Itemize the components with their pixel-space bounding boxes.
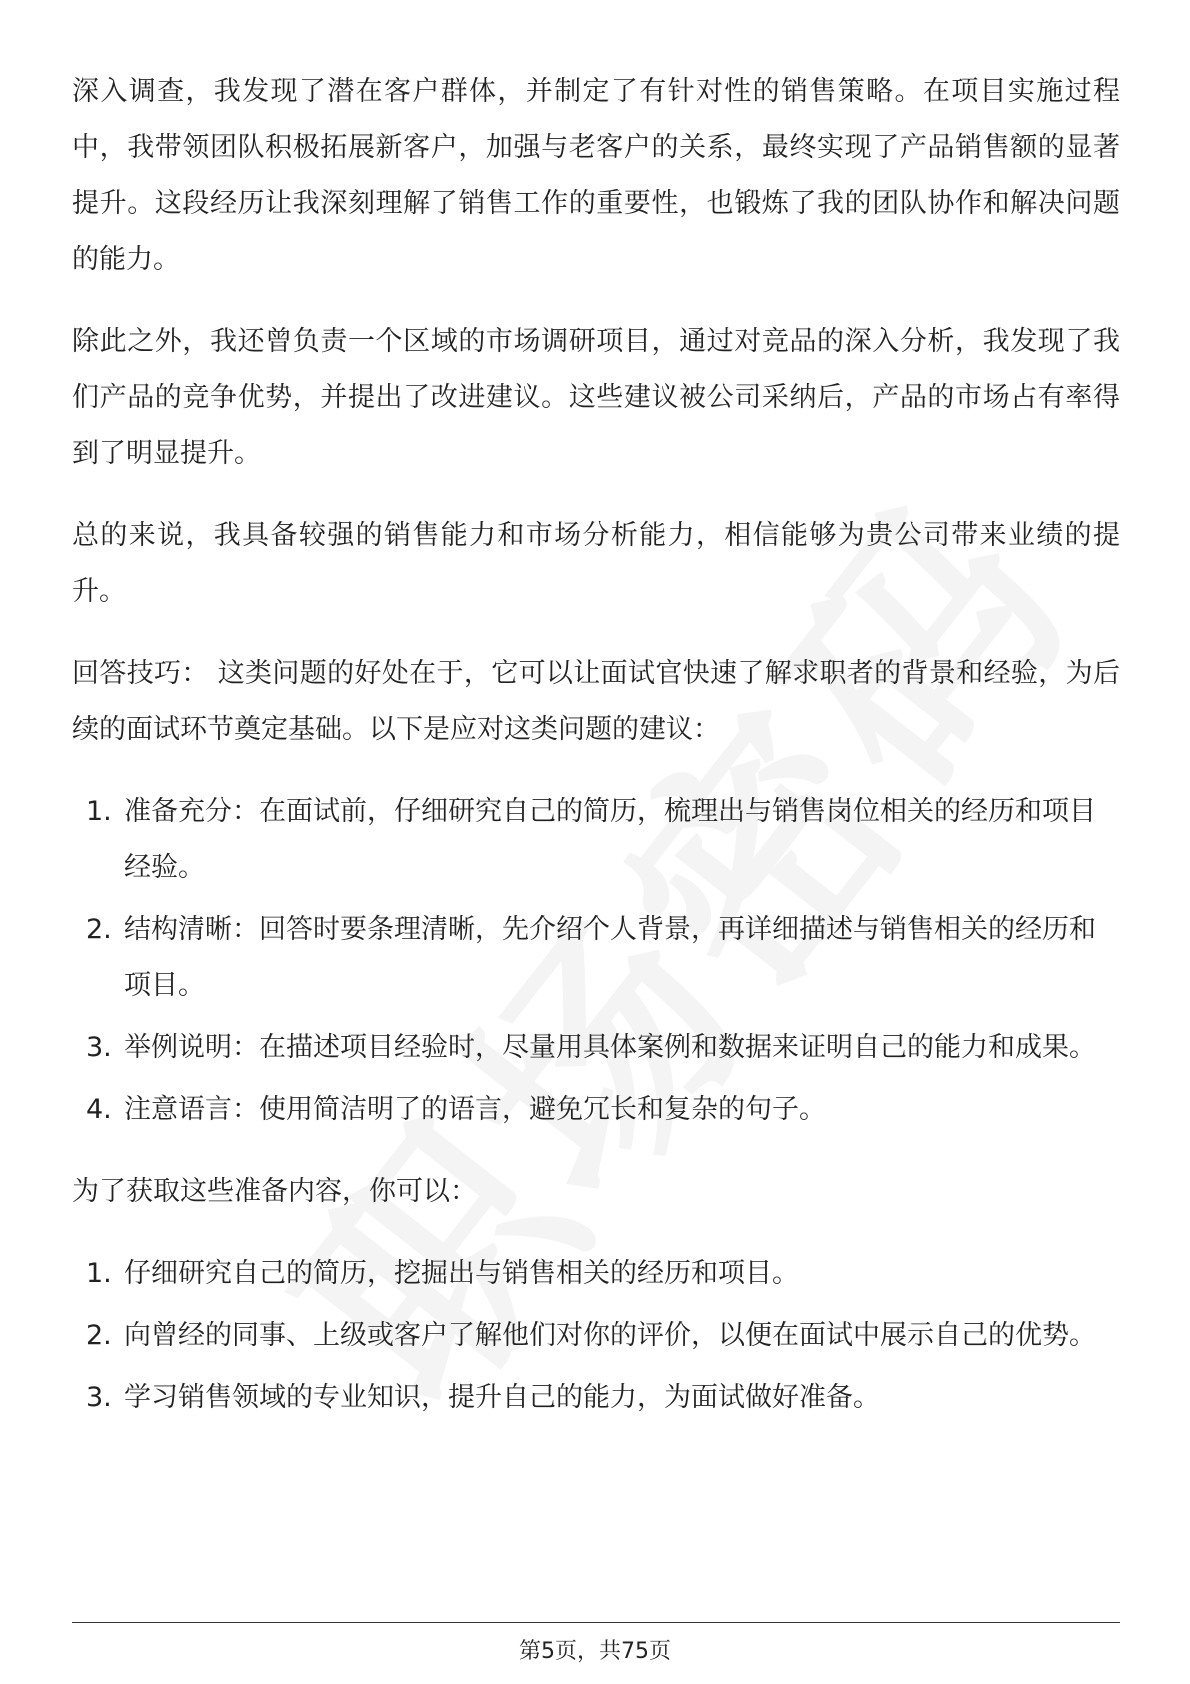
- list-item: [72, 1020, 1120, 1076]
- list-item-number: 2.: [86, 1320, 112, 1351]
- list-item: [72, 1308, 1120, 1364]
- list-item-number: 2.: [86, 914, 112, 945]
- list-item: [72, 1370, 1120, 1426]
- list-item: [72, 784, 1120, 896]
- list-item: [72, 1246, 1120, 1302]
- list-item-text: 仔细研究自己的简历，挖掘出与销售相关的经历和项目。: [124, 1258, 799, 1289]
- list-item-number: 3.: [86, 1382, 112, 1413]
- list-item-text: 举例说明：在描述项目经验时，尽量用具体案例和数据来证明自己的能力和成果。: [124, 1032, 1096, 1063]
- prep-list: [72, 1246, 1120, 1426]
- list-item-text: 准备充分：在面试前，仔细研究自己的简历，梳理出与销售岗位相关的经历和项目经验。: [124, 796, 1096, 883]
- paragraph-answer-tips: 回答技巧： 这类问题的好处在于，它可以让面试官快速了解求职者的背景和经验，为后续的面试环节奠定基础。以下是应对这类问题的建议：: [72, 658, 1120, 745]
- list-item-number: 3.: [86, 1032, 112, 1063]
- paragraph-summary: 总的来说，我具备较强的销售能力和市场分析能力，相信能够为贵公司带来业绩的提升。: [72, 520, 1120, 607]
- list-item-number: 4.: [86, 1094, 112, 1125]
- list-item-text: 向曾经的同事、上级或客户了解他们对你的评价，以便在面试中展示自己的优势。: [124, 1320, 1096, 1351]
- list-item-number: 1.: [86, 1258, 112, 1289]
- list-item: [72, 902, 1120, 1014]
- tips-list: [72, 784, 1120, 1138]
- paragraph-market-research: 除此之外，我还曾负责一个区域的市场调研项目，通过对竞品的深入分析，我发现了我们产品的竞争优势，并提出了改进建议。这些建议被公司采纳后，产品的市场占有率得到了明显提升。: [72, 326, 1120, 469]
- list-item-text: 注意语言：使用简洁明了的语言，避免冗长和复杂的句子。: [124, 1094, 826, 1125]
- list-item-text: 结构清晰：回答时要条理清晰，先介绍个人背景，再详细描述与销售相关的经历和项目。: [124, 914, 1096, 1001]
- list-item-number: 1.: [86, 796, 112, 827]
- list-item: [72, 1082, 1120, 1138]
- page-number: 第5页，共75页: [519, 1639, 671, 1664]
- paragraph-prep-intro: 为了获取这些准备内容，你可以：: [72, 1176, 477, 1207]
- page-content: [72, 64, 1120, 1452]
- paragraph-experience: 深入调查，我发现了潜在客户群体，并制定了有针对性的销售策略。在项目实施过程中，我带领团队积极拓展新客户，加强与老客户的关系，最终实现了产品销售额的显著提升。这段经历让我深刻理解了销售工作的重要性，也锻炼了我的团队协作和解决问题的能力。: [72, 76, 1120, 275]
- list-item-text: 学习销售领域的专业知识，提升自己的能力，为面试做好准备。: [124, 1382, 880, 1413]
- footer-divider: [72, 1622, 1120, 1623]
